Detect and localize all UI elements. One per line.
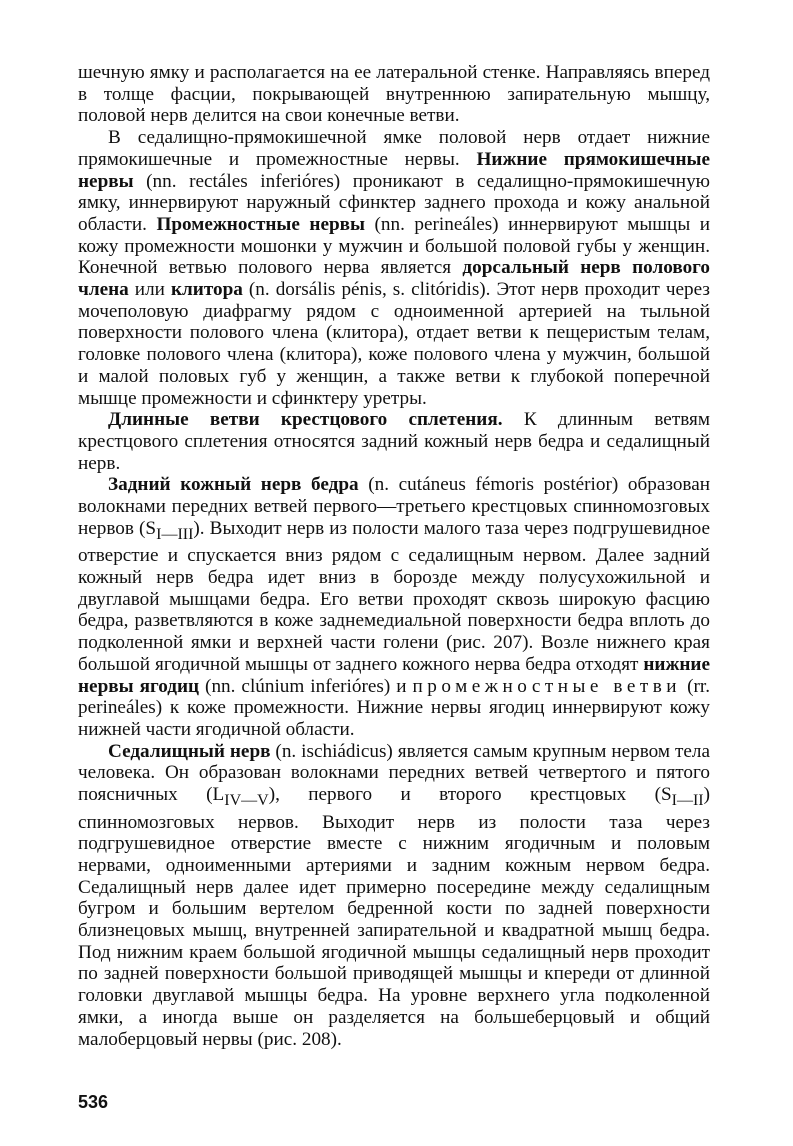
- text-run: (rr. perineáles) к коже промежности. Нижние нервы ягодиц иннервируют кожу нижней части ягодичной области.: [78, 675, 710, 740]
- paragraph: [78, 741, 710, 1051]
- bold-term: клитора: [170, 279, 243, 301]
- text-run: (n. dorsális pénis, s. clitóridis). Этот нерв проходит через мочеполовую диафрагму рядом с одноименной артерией на тыльной поверхности полового члена (клитора), отдает ветви к пещеристым телам, головке полового члена (клитора), коже полового члена у мужчин, большой и малой половых губ у женщин, а также ветви к глубокой поперечной мышце промежности и сфинктеру уретры.: [78, 279, 710, 409]
- text-run: (nn. rectáles inferióres) проникают в седалищно-прямокишечную ямку, иннервируют наружный сфинктер заднего прохода и кожу анальной области.: [78, 170, 710, 235]
- bold-term: Нижние прямокишечные нервы: [78, 148, 710, 192]
- text-run: В седалищно-прямокишечной ямке половой нерв отдает нижние прямокишечные и промежностные нервы.: [78, 127, 710, 170]
- text-run: или: [128, 279, 171, 301]
- subscript: I—III: [156, 525, 194, 543]
- text-run: ), первого и второго крестцовых (S: [268, 784, 672, 806]
- subscript: I—II: [671, 791, 704, 809]
- text-run: ). Выходит нерв из полости малого таза через подгрушевидное отверстие и спускается вниз рядом с седалищным нервом. Далее задний кожный нерв бедра идет вниз в борозде между полусухожильной и двуглавой мышцами бедра. Его ветви проходят сквозь широкую фасцию бедра, разветвляются в коже заднемедиальной поверхности бедра вплоть до подколенной ямки и верхней части голени (рис. 207). Возле нижнего края большой ягодичной мышцы от заднего кожного нерва бедра отходят: [78, 517, 710, 675]
- text-run: (nn. perineáles) иннервируют мышцы и кожу промежности мошонки у мужчин и большой половой губы у женщин. Конечной ветвью полового нерва является: [78, 213, 710, 279]
- text-run: К длинным ветвям крестцового сплетения относятся задний кожный нерв бедра и седалищный нерв.: [78, 409, 710, 474]
- paragraph: [78, 62, 710, 127]
- text-run: (n. cutáneus fémoris postérior) образован волокнами передних ветвей первого—третьего крестцовых спинномозговых нервов (S: [78, 474, 711, 539]
- paragraph: [78, 127, 710, 409]
- spaced-term: промежностные ветви: [412, 675, 682, 697]
- body-text: [78, 62, 710, 1050]
- bold-term: дорсальный нерв полового члена: [78, 257, 711, 301]
- bold-term: Промежностные нервы: [156, 213, 366, 235]
- bold-term: нижние нервы ягодиц: [78, 653, 710, 697]
- text-run: (nn. clúnium inferióres) и: [199, 675, 413, 697]
- paragraph: [78, 409, 710, 474]
- text-run: шечную ямку и располагается на ее латеральной стенке. Направляясь вперед в толще фасции, покрывающей внутреннюю запирательную мышцу, половой нерв делится на свои конечные ветви.: [78, 62, 710, 127]
- subscript: IV—V: [224, 791, 269, 809]
- text-run: ) спинномозговых нервов. Выходит нерв из полости таза через подгрушевидное отверстие вместе с нижним ягодичным и половым нервами, одноименными артериями и задним кожным нервом бедра. Седалищный нерв далее идет примерно посередине между седалищным бугром и большим вертелом бедренной кости по задней поверхности близнецовых мышц, внутренней запирательной и квадратной мышц бедра. Под нижним краем большой ягодичной мышцы седалищный нерв проходит по задней поверхности большой приводящей мышцы и кпереди от длинной головки двуглавой мышцы бедра. На уровне верхнего угла подколенной ямки, а иногда выше он разделяется на большеберцовый и общий малоберцовый нервы (рис. 208).: [78, 784, 711, 1050]
- paragraph: [78, 474, 710, 740]
- page-number: 536: [78, 1092, 109, 1112]
- bold-term: Седалищный нерв: [108, 740, 271, 762]
- bold-term: Задний кожный нерв бедра: [108, 474, 359, 496]
- text-run: (n. ischiádicus) является самым крупным нервом тела человека. Он образован волокнами передних ветвей четвертого и пятого поясничных (L: [78, 740, 710, 806]
- bold-term: Длинные ветви крестцового сплетения.: [108, 409, 503, 431]
